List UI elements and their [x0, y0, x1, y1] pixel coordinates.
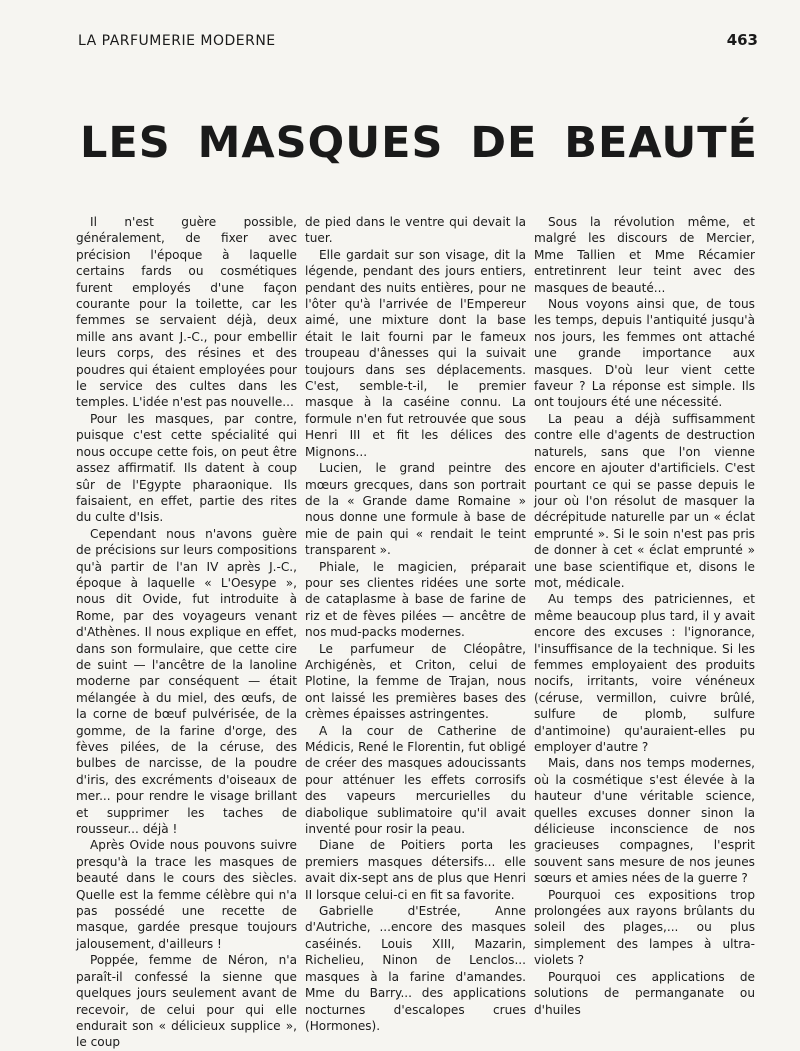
- paragraph: Poppée, femme de Néron, n'a paraît-il confessé la sienne que quelques jours seulement avant de recevoir, de celui pour qui elle endurait son « délicieux supplice », le coup: [76, 953, 297, 1050]
- paragraph: A la cour de Catherine de Médicis, René le Florentin, fut obligé de créer des masques adoucissants pour atténuer les effets corrosifs des vapeurs mercurielles du diabolique sublimatoire qu'il avait inventé pour rosir la peau.: [305, 723, 526, 837]
- title-word: LES: [80, 118, 171, 168]
- title-word: BEAUTÉ: [564, 118, 758, 168]
- text-column-1: [76, 214, 297, 1051]
- paragraph: Lucien, le grand peintre des mœurs grecques, dans son portrait de la « Grande dame Romaine » nous donne une formule à base de mie de pain qui « rendait le teint transparent ».: [305, 461, 526, 558]
- paragraph: Gabrielle d'Estrée, Anne d'Autriche, ...encore des masques caséinés. Louis XIII, Mazarin, Richelieu, Ninon de Lenclos... masques à la farine d'amandes. Mme du Barry... des applications nocturnes d'escalopes crues (Hormones).: [305, 904, 526, 1033]
- paragraph: Pourquoi ces applications de solutions de permanganate ou d'huiles: [534, 969, 755, 1017]
- journal-name: LA PARFUMERIE MODERNE: [78, 33, 276, 49]
- paragraph: Nous voyons ainsi que, de tous les temps, depuis l'antiquité jusqu'à nos jours, les femmes ont attaché une grande importance aux masques. D'où leur vient cette faveur ? La réponse est simple. Ils ont toujours été une nécessité.: [534, 297, 755, 410]
- paragraph-continued: de pied dans le ventre qui devait la tuer.: [305, 215, 526, 246]
- paragraph: Pour les masques, par contre, puisque c'est cette spécialité qui nous occupe cette fois, on peut être assez affirmatif. Ils datent à coup sûr de l'Egypte pharaonique. Ils faisaient, en effet, partie des rites du culte d'Isis.: [76, 411, 297, 525]
- title-word: MASQUES: [197, 118, 444, 168]
- article-title: [80, 118, 758, 168]
- paragraph: La peau a déjà suffisamment contre elle d'agents de destruction naturels, sans que l'on vienne encore en ajouter d'artificiels. C'est pourtant ce qui se passe depuis le jour où l'on résolut de masquer la décrépitude naturelle par un « éclat emprunté ». Si le soin n'est pas pris de donner à cet « éclat emprunté » une base scientifique et, disons le mot, médicale.: [534, 411, 755, 590]
- title-word: DE: [470, 118, 538, 168]
- paragraph: Cependant nous n'avons guère de précisions sur leurs compositions qu'à partir de l'an IV après J.-C., époque à laquelle « L'Oesype », nous dit Ovide, fut introduite à Rome, par des voyageurs venant d'Athènes. Il nous explique en effet, dans son formulaire, que cette cire de suint — l'ancêtre de la lanoline moderne par conséquent — était mélangée à du miel, des œufs, de la corne de bœuf pulvérisée, de la gomme, de la farine d'orge, des fèves pilées, de la céruse, des bulbes de narcisse, de la poudre d'iris, des excréments d'oiseaux de mer... pour rendre le visage brillant et supprimer les taches de rousseur... déjà !: [76, 526, 297, 837]
- paragraph: Elle gardait sur son visage, dit la légende, pendant des jours entiers, pendant des nuits entières, pour ne l'ôter qu'à l'arrivée de l'Empereur aimé, une mixture dont la base était le lait fourni par le fameux troupeau d'ânesses qui la suivait toujours dans ses déplacements. C'est, semble-t-il, le premier masque à la caséine connu. La formule n'en fut retrouvée que sous Henri III et fit les délices des Mignons...: [305, 247, 526, 459]
- paragraph: Mais, dans nos temps modernes, où la cosmétique s'est élevée à la hauteur d'une véritable science, quelles excuses donner sinon la délicieuse inconscience de nos gracieuses compagnes, l'esprit souvent sans mesure de nos jeunes sœurs et amies nées de la guerre ?: [534, 756, 755, 886]
- paragraph: Après Ovide nous pouvons suivre presqu'à la trace les masques de beauté dans le cours des siècles. Quelle est la femme célèbre qui n'a pas possédé une recette de masque, gardée presque toujours jalousement, d'ailleurs !: [76, 838, 297, 951]
- paragraph: Sous la révolution même, et malgré les discours de Mercier, Mme Tallien et Mme Récamier entretinrent leur teint avec des masques de beauté...: [534, 215, 755, 295]
- text-column-3: [534, 214, 755, 1051]
- paragraph: Au temps des patriciennes, et même beaucoup plus tard, il y avait encore des excuses : l'ignorance, l'insuffisance de la technique. Si les femmes employaient des produits nocifs, irritants, voire vénéneux (céruse, vermillon, cuivre brûlé, sulfure de plomb, sulfure d'antimoine) qu'auraient-elles pu employer d'autre ?: [534, 592, 755, 754]
- paragraph: Pourquoi ces expositions trop prolongées aux rayons brûlants du soleil des plages,... ou plus simplement des lampes à ultra-violets ?: [534, 887, 755, 968]
- article-body: [76, 214, 755, 1051]
- paragraph: Diane de Poitiers porta les premiers masques détersifs... elle avait dix-sept ans de plus que Henri II lorsque celui-ci en fit sa favorite.: [305, 838, 526, 902]
- paragraph: Le parfumeur de Cléopâtre, Archigénès, et Criton, celui de Plotine, la femme de Trajan, nous ont laissé les premières bases des crèmes épaisses astringentes.: [305, 641, 526, 722]
- text-column-2: [305, 214, 526, 1051]
- paragraph: Phiale, le magicien, préparait pour ses clientes ridées une sorte de cataplasme à base de farine de riz et de fèves pilées — ancêtre de nos mud-packs modernes.: [305, 559, 526, 640]
- paragraph: Il n'est guère possible, généralement, de fixer avec précision l'époque à laquelle certains fards ou cosmétiques furent employés d'une façon courante pour la toilette, car les femmes se servaient déjà, deux mille ans avant J.-C., pour embellir leurs corps, des résines et des poudres qui étaient employées pour le service des cultes dans les temples. L'idée n'est pas nouvelle...: [76, 215, 297, 410]
- page-number: 463: [726, 31, 758, 49]
